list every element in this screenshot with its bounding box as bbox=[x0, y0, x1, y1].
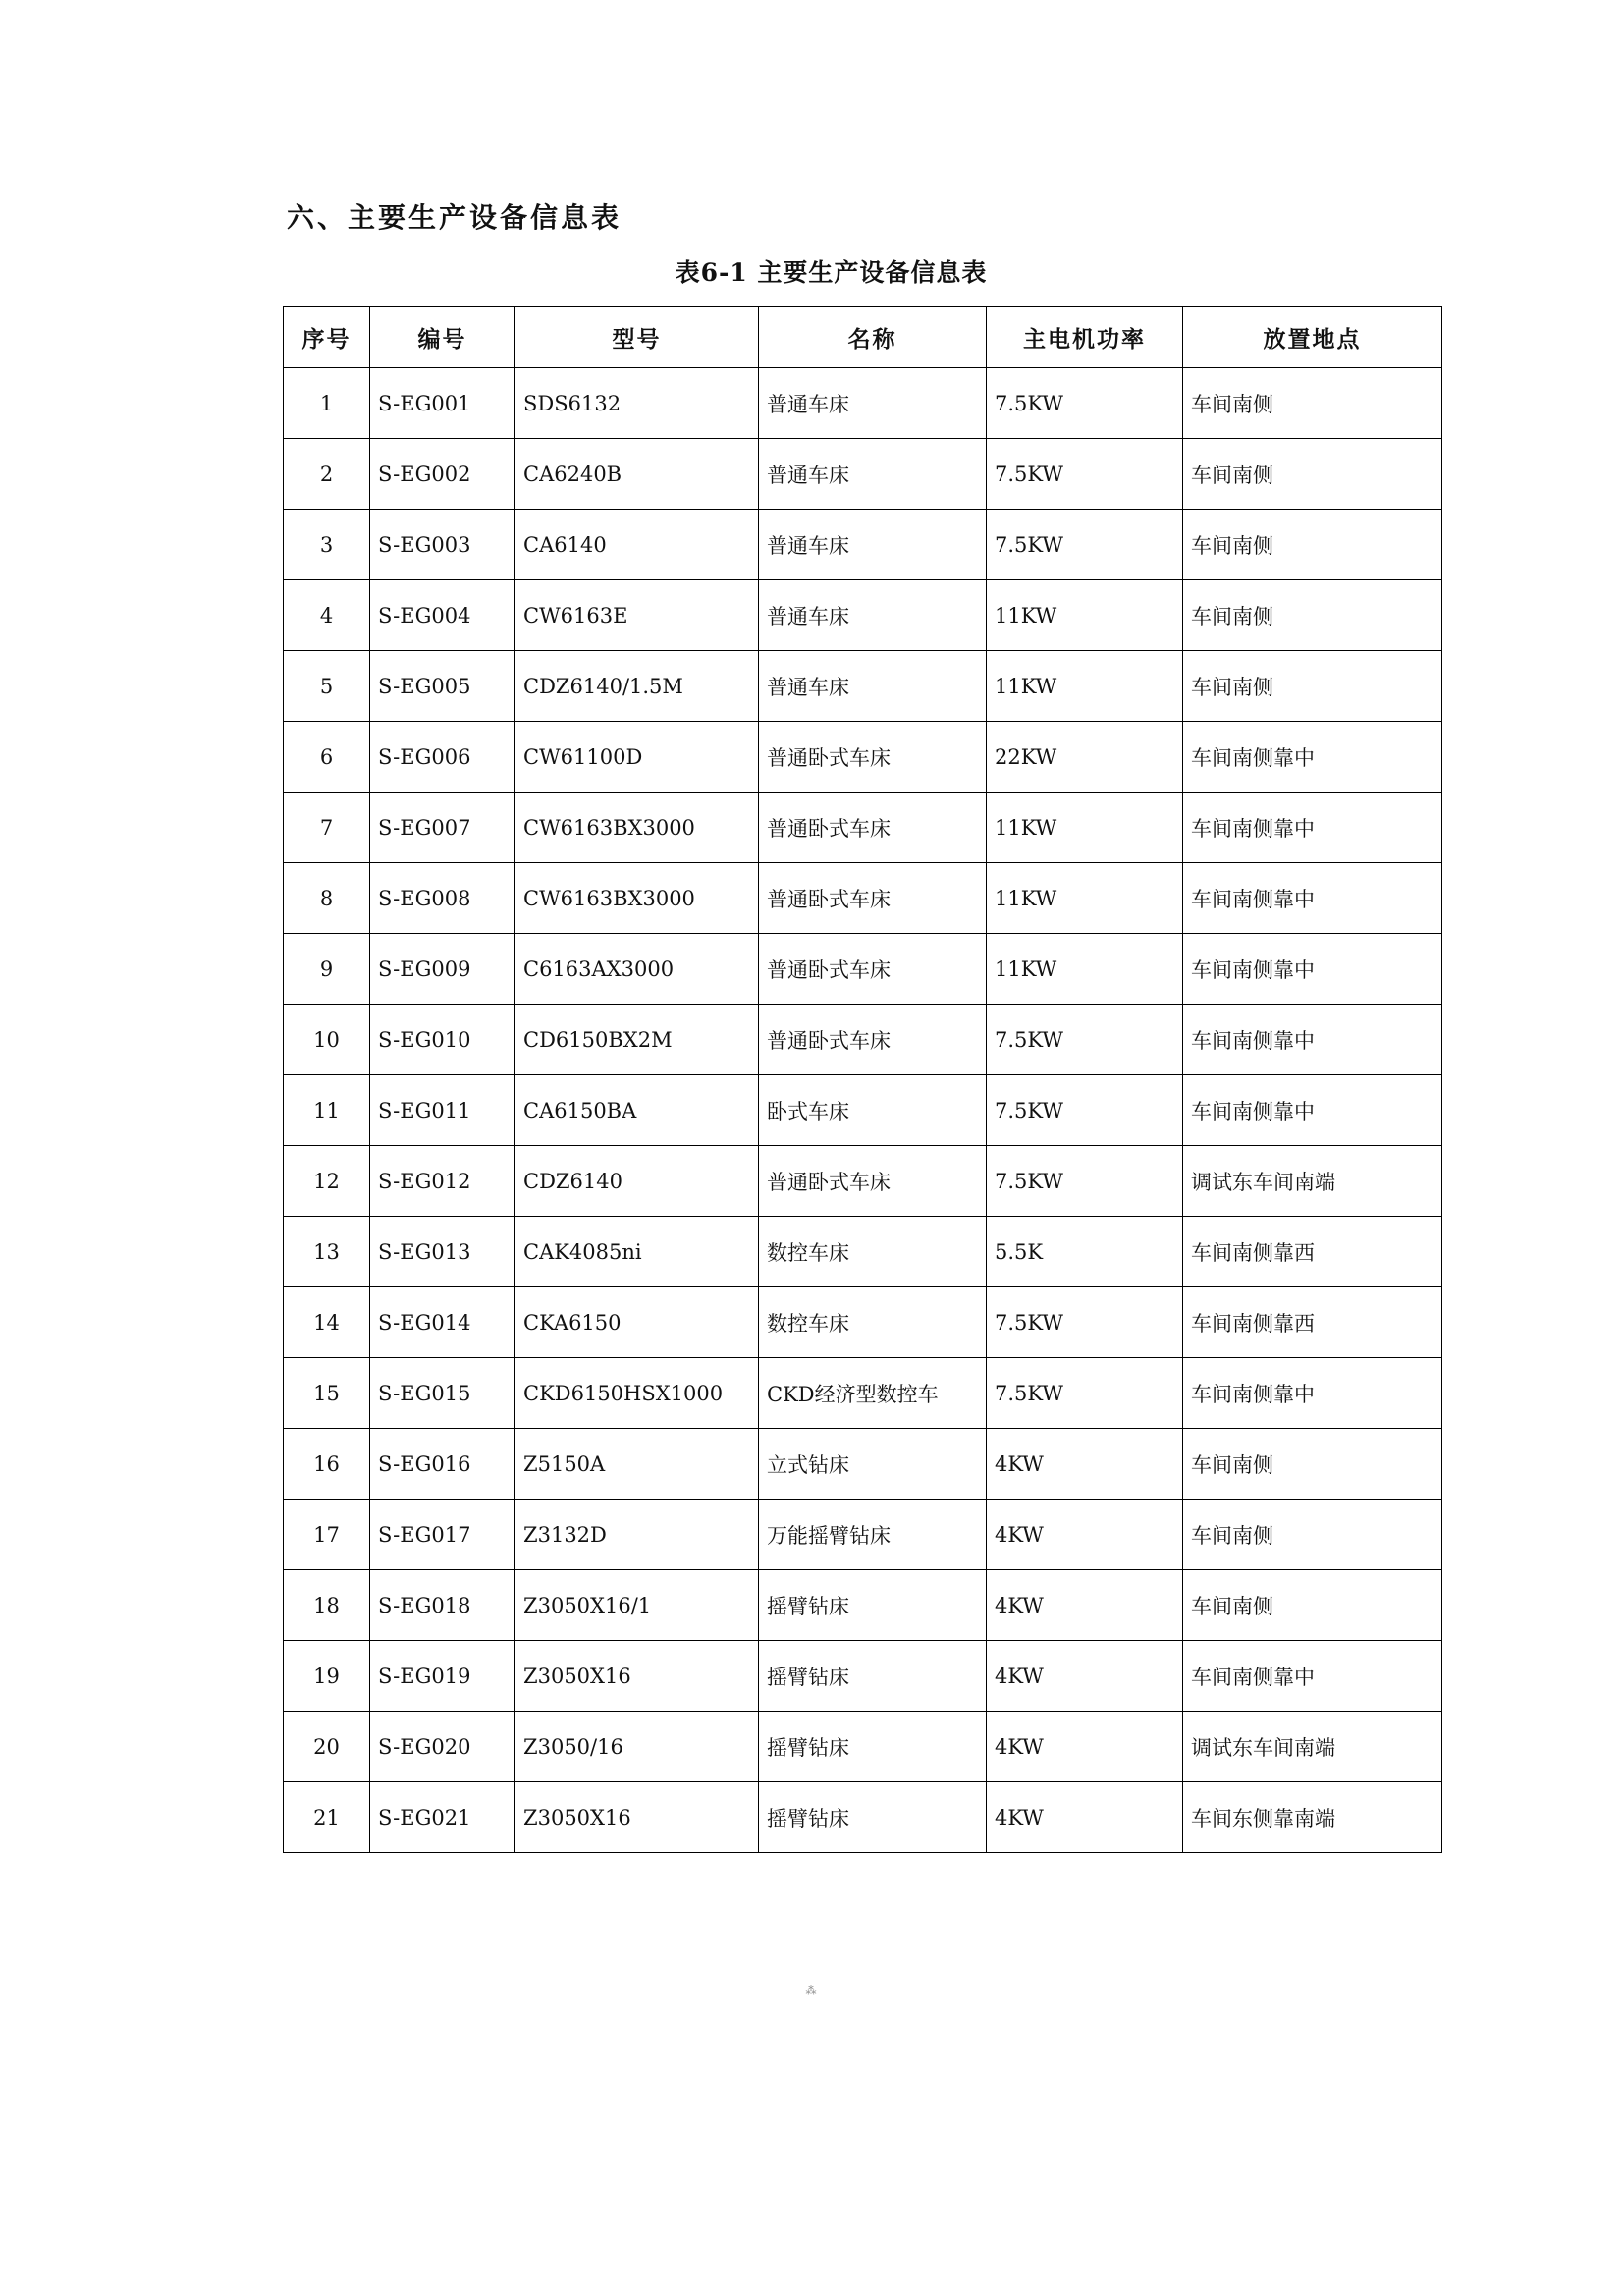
cell-name: 普通卧式车床 bbox=[759, 934, 987, 1005]
cell-model: CA6240B bbox=[515, 439, 759, 510]
cell-place: 车间南侧 bbox=[1183, 510, 1442, 580]
cell-name: 普通卧式车床 bbox=[759, 1005, 987, 1075]
cell-model: CKA6150 bbox=[515, 1287, 759, 1358]
cell-power: 11KW bbox=[987, 934, 1183, 1005]
table-header-row bbox=[284, 307, 1442, 368]
cell-power: 11KW bbox=[987, 863, 1183, 934]
cell-name: 普通卧式车床 bbox=[759, 1146, 987, 1217]
table-row bbox=[284, 368, 1442, 439]
cell-power: 4KW bbox=[987, 1641, 1183, 1712]
header-cell-code: 编号 bbox=[370, 307, 515, 368]
cell-model: CW61100D bbox=[515, 722, 759, 793]
table-row bbox=[284, 934, 1442, 1005]
cell-power: 4KW bbox=[987, 1429, 1183, 1500]
cell-place: 车间南侧靠中 bbox=[1183, 1358, 1442, 1429]
cell-name: 卧式车床 bbox=[759, 1075, 987, 1146]
table-row bbox=[284, 1358, 1442, 1429]
cell-model: CD6150BX2M bbox=[515, 1005, 759, 1075]
cell-no: 4 bbox=[284, 580, 370, 651]
cell-place: 车间南侧 bbox=[1183, 651, 1442, 722]
cell-code: S-EG011 bbox=[370, 1075, 515, 1146]
cell-code: S-EG017 bbox=[370, 1500, 515, 1570]
header-cell-power: 主电机功率 bbox=[987, 307, 1183, 368]
table-row bbox=[284, 863, 1442, 934]
cell-no: 8 bbox=[284, 863, 370, 934]
cell-name: CKD经济型数控车 bbox=[759, 1358, 987, 1429]
table-header bbox=[284, 307, 1442, 368]
cell-name: 普通卧式车床 bbox=[759, 722, 987, 793]
cell-place: 车间南侧靠西 bbox=[1183, 1287, 1442, 1358]
cell-no: 14 bbox=[284, 1287, 370, 1358]
cell-model: SDS6132 bbox=[515, 368, 759, 439]
header-cell-no: 序号 bbox=[284, 307, 370, 368]
cell-no: 7 bbox=[284, 793, 370, 863]
table-row bbox=[284, 1217, 1442, 1287]
table-row bbox=[284, 1782, 1442, 1853]
cell-power: 5.5K bbox=[987, 1217, 1183, 1287]
table-caption: 表6-1 主要生产设备信息表 bbox=[675, 258, 988, 287]
cell-code: S-EG021 bbox=[370, 1782, 515, 1853]
cell-power: 4KW bbox=[987, 1500, 1183, 1570]
cell-code: S-EG005 bbox=[370, 651, 515, 722]
cell-name: 数控车床 bbox=[759, 1217, 987, 1287]
cell-place: 车间南侧靠中 bbox=[1183, 793, 1442, 863]
cell-place: 车间南侧靠中 bbox=[1183, 1641, 1442, 1712]
cell-place: 车间南侧 bbox=[1183, 368, 1442, 439]
cell-code: S-EG015 bbox=[370, 1358, 515, 1429]
cell-power: 4KW bbox=[987, 1712, 1183, 1782]
cell-model: CW6163BX3000 bbox=[515, 863, 759, 934]
table-row bbox=[284, 439, 1442, 510]
table-row bbox=[284, 793, 1442, 863]
cell-name: 普通车床 bbox=[759, 510, 987, 580]
table-body bbox=[284, 368, 1442, 1853]
cell-model: CA6150BA bbox=[515, 1075, 759, 1146]
cell-model: Z3050/16 bbox=[515, 1712, 759, 1782]
cell-model: Z3050X16/1 bbox=[515, 1570, 759, 1641]
cell-name: 普通车床 bbox=[759, 439, 987, 510]
cell-no: 11 bbox=[284, 1075, 370, 1146]
cell-name: 立式钻床 bbox=[759, 1429, 987, 1500]
cell-place: 车间南侧靠中 bbox=[1183, 1005, 1442, 1075]
cell-model: CAK4085ni bbox=[515, 1217, 759, 1287]
cell-no: 15 bbox=[284, 1358, 370, 1429]
cell-model: CW6163E bbox=[515, 580, 759, 651]
cell-power: 7.5KW bbox=[987, 1146, 1183, 1217]
cell-power: 7.5KW bbox=[987, 1287, 1183, 1358]
cell-code: S-EG009 bbox=[370, 934, 515, 1005]
cell-power: 11KW bbox=[987, 651, 1183, 722]
cell-model: CKD6150HSX1000 bbox=[515, 1358, 759, 1429]
cell-name: 普通车床 bbox=[759, 651, 987, 722]
cell-name: 普通卧式车床 bbox=[759, 793, 987, 863]
cell-place: 车间南侧 bbox=[1183, 580, 1442, 651]
cell-model: CDZ6140 bbox=[515, 1146, 759, 1217]
cell-place: 车间南侧靠中 bbox=[1183, 1075, 1442, 1146]
cell-place: 调试东车间南端 bbox=[1183, 1146, 1442, 1217]
cell-power: 7.5KW bbox=[987, 1005, 1183, 1075]
cell-no: 6 bbox=[284, 722, 370, 793]
cell-power: 22KW bbox=[987, 722, 1183, 793]
table-row bbox=[284, 1146, 1442, 1217]
cell-place: 车间南侧靠中 bbox=[1183, 934, 1442, 1005]
cell-name: 摇臂钻床 bbox=[759, 1712, 987, 1782]
table-row bbox=[284, 1287, 1442, 1358]
cell-code: S-EG004 bbox=[370, 580, 515, 651]
table-row bbox=[284, 1429, 1442, 1500]
cell-power: 4KW bbox=[987, 1782, 1183, 1853]
cell-code: S-EG002 bbox=[370, 439, 515, 510]
cell-power: 4KW bbox=[987, 1570, 1183, 1641]
cell-no: 10 bbox=[284, 1005, 370, 1075]
cell-power: 7.5KW bbox=[987, 439, 1183, 510]
cell-place: 车间南侧靠中 bbox=[1183, 722, 1442, 793]
table-row bbox=[284, 1570, 1442, 1641]
equipment-table-wrapper bbox=[283, 306, 1441, 1853]
table-row bbox=[284, 722, 1442, 793]
cell-code: S-EG007 bbox=[370, 793, 515, 863]
table-row bbox=[284, 510, 1442, 580]
cell-place: 车间南侧 bbox=[1183, 439, 1442, 510]
table-row bbox=[284, 1075, 1442, 1146]
cell-place: 调试东车间南端 bbox=[1183, 1712, 1442, 1782]
cell-model: Z3132D bbox=[515, 1500, 759, 1570]
cell-code: S-EG003 bbox=[370, 510, 515, 580]
header-cell-model: 型号 bbox=[515, 307, 759, 368]
cell-no: 17 bbox=[284, 1500, 370, 1570]
cell-code: S-EG008 bbox=[370, 863, 515, 934]
page-footer-mark: ⁂ bbox=[805, 1985, 818, 1996]
cell-no: 13 bbox=[284, 1217, 370, 1287]
table-row bbox=[284, 1005, 1442, 1075]
cell-code: S-EG018 bbox=[370, 1570, 515, 1641]
cell-power: 7.5KW bbox=[987, 368, 1183, 439]
table-row bbox=[284, 1712, 1442, 1782]
cell-model: Z3050X16 bbox=[515, 1782, 759, 1853]
cell-model: CDZ6140/1.5M bbox=[515, 651, 759, 722]
cell-model: CW6163BX3000 bbox=[515, 793, 759, 863]
table-row bbox=[284, 651, 1442, 722]
cell-no: 12 bbox=[284, 1146, 370, 1217]
table-row bbox=[284, 1641, 1442, 1712]
cell-place: 车间南侧 bbox=[1183, 1500, 1442, 1570]
cell-place: 车间南侧 bbox=[1183, 1570, 1442, 1641]
cell-code: S-EG013 bbox=[370, 1217, 515, 1287]
cell-name: 万能摇臂钻床 bbox=[759, 1500, 987, 1570]
cell-no: 20 bbox=[284, 1712, 370, 1782]
cell-name: 普通卧式车床 bbox=[759, 863, 987, 934]
cell-place: 车间南侧 bbox=[1183, 1429, 1442, 1500]
cell-name: 摇臂钻床 bbox=[759, 1782, 987, 1853]
cell-no: 18 bbox=[284, 1570, 370, 1641]
cell-no: 2 bbox=[284, 439, 370, 510]
header-cell-name: 名称 bbox=[759, 307, 987, 368]
cell-name: 普通车床 bbox=[759, 580, 987, 651]
cell-no: 3 bbox=[284, 510, 370, 580]
cell-code: S-EG006 bbox=[370, 722, 515, 793]
cell-power: 11KW bbox=[987, 793, 1183, 863]
cell-model: C6163AX3000 bbox=[515, 934, 759, 1005]
cell-no: 9 bbox=[284, 934, 370, 1005]
equipment-table bbox=[283, 306, 1442, 1853]
section-heading: 六、主要生产设备信息表 bbox=[287, 201, 622, 234]
cell-power: 7.5KW bbox=[987, 1075, 1183, 1146]
cell-model: Z3050X16 bbox=[515, 1641, 759, 1712]
cell-code: S-EG010 bbox=[370, 1005, 515, 1075]
cell-model: CA6140 bbox=[515, 510, 759, 580]
cell-no: 21 bbox=[284, 1782, 370, 1853]
cell-code: S-EG020 bbox=[370, 1712, 515, 1782]
cell-power: 7.5KW bbox=[987, 1358, 1183, 1429]
cell-name: 摇臂钻床 bbox=[759, 1641, 987, 1712]
cell-name: 数控车床 bbox=[759, 1287, 987, 1358]
cell-name: 普通车床 bbox=[759, 368, 987, 439]
cell-code: S-EG012 bbox=[370, 1146, 515, 1217]
cell-name: 摇臂钻床 bbox=[759, 1570, 987, 1641]
cell-code: S-EG001 bbox=[370, 368, 515, 439]
header-cell-place: 放置地点 bbox=[1183, 307, 1442, 368]
cell-no: 5 bbox=[284, 651, 370, 722]
cell-power: 7.5KW bbox=[987, 510, 1183, 580]
cell-no: 19 bbox=[284, 1641, 370, 1712]
table-row bbox=[284, 1500, 1442, 1570]
cell-code: S-EG019 bbox=[370, 1641, 515, 1712]
cell-no: 1 bbox=[284, 368, 370, 439]
cell-no: 16 bbox=[284, 1429, 370, 1500]
cell-code: S-EG014 bbox=[370, 1287, 515, 1358]
cell-place: 车间东侧靠南端 bbox=[1183, 1782, 1442, 1853]
cell-power: 11KW bbox=[987, 580, 1183, 651]
cell-place: 车间南侧靠中 bbox=[1183, 863, 1442, 934]
cell-place: 车间南侧靠西 bbox=[1183, 1217, 1442, 1287]
cell-code: S-EG016 bbox=[370, 1429, 515, 1500]
table-row bbox=[284, 580, 1442, 651]
cell-model: Z5150A bbox=[515, 1429, 759, 1500]
